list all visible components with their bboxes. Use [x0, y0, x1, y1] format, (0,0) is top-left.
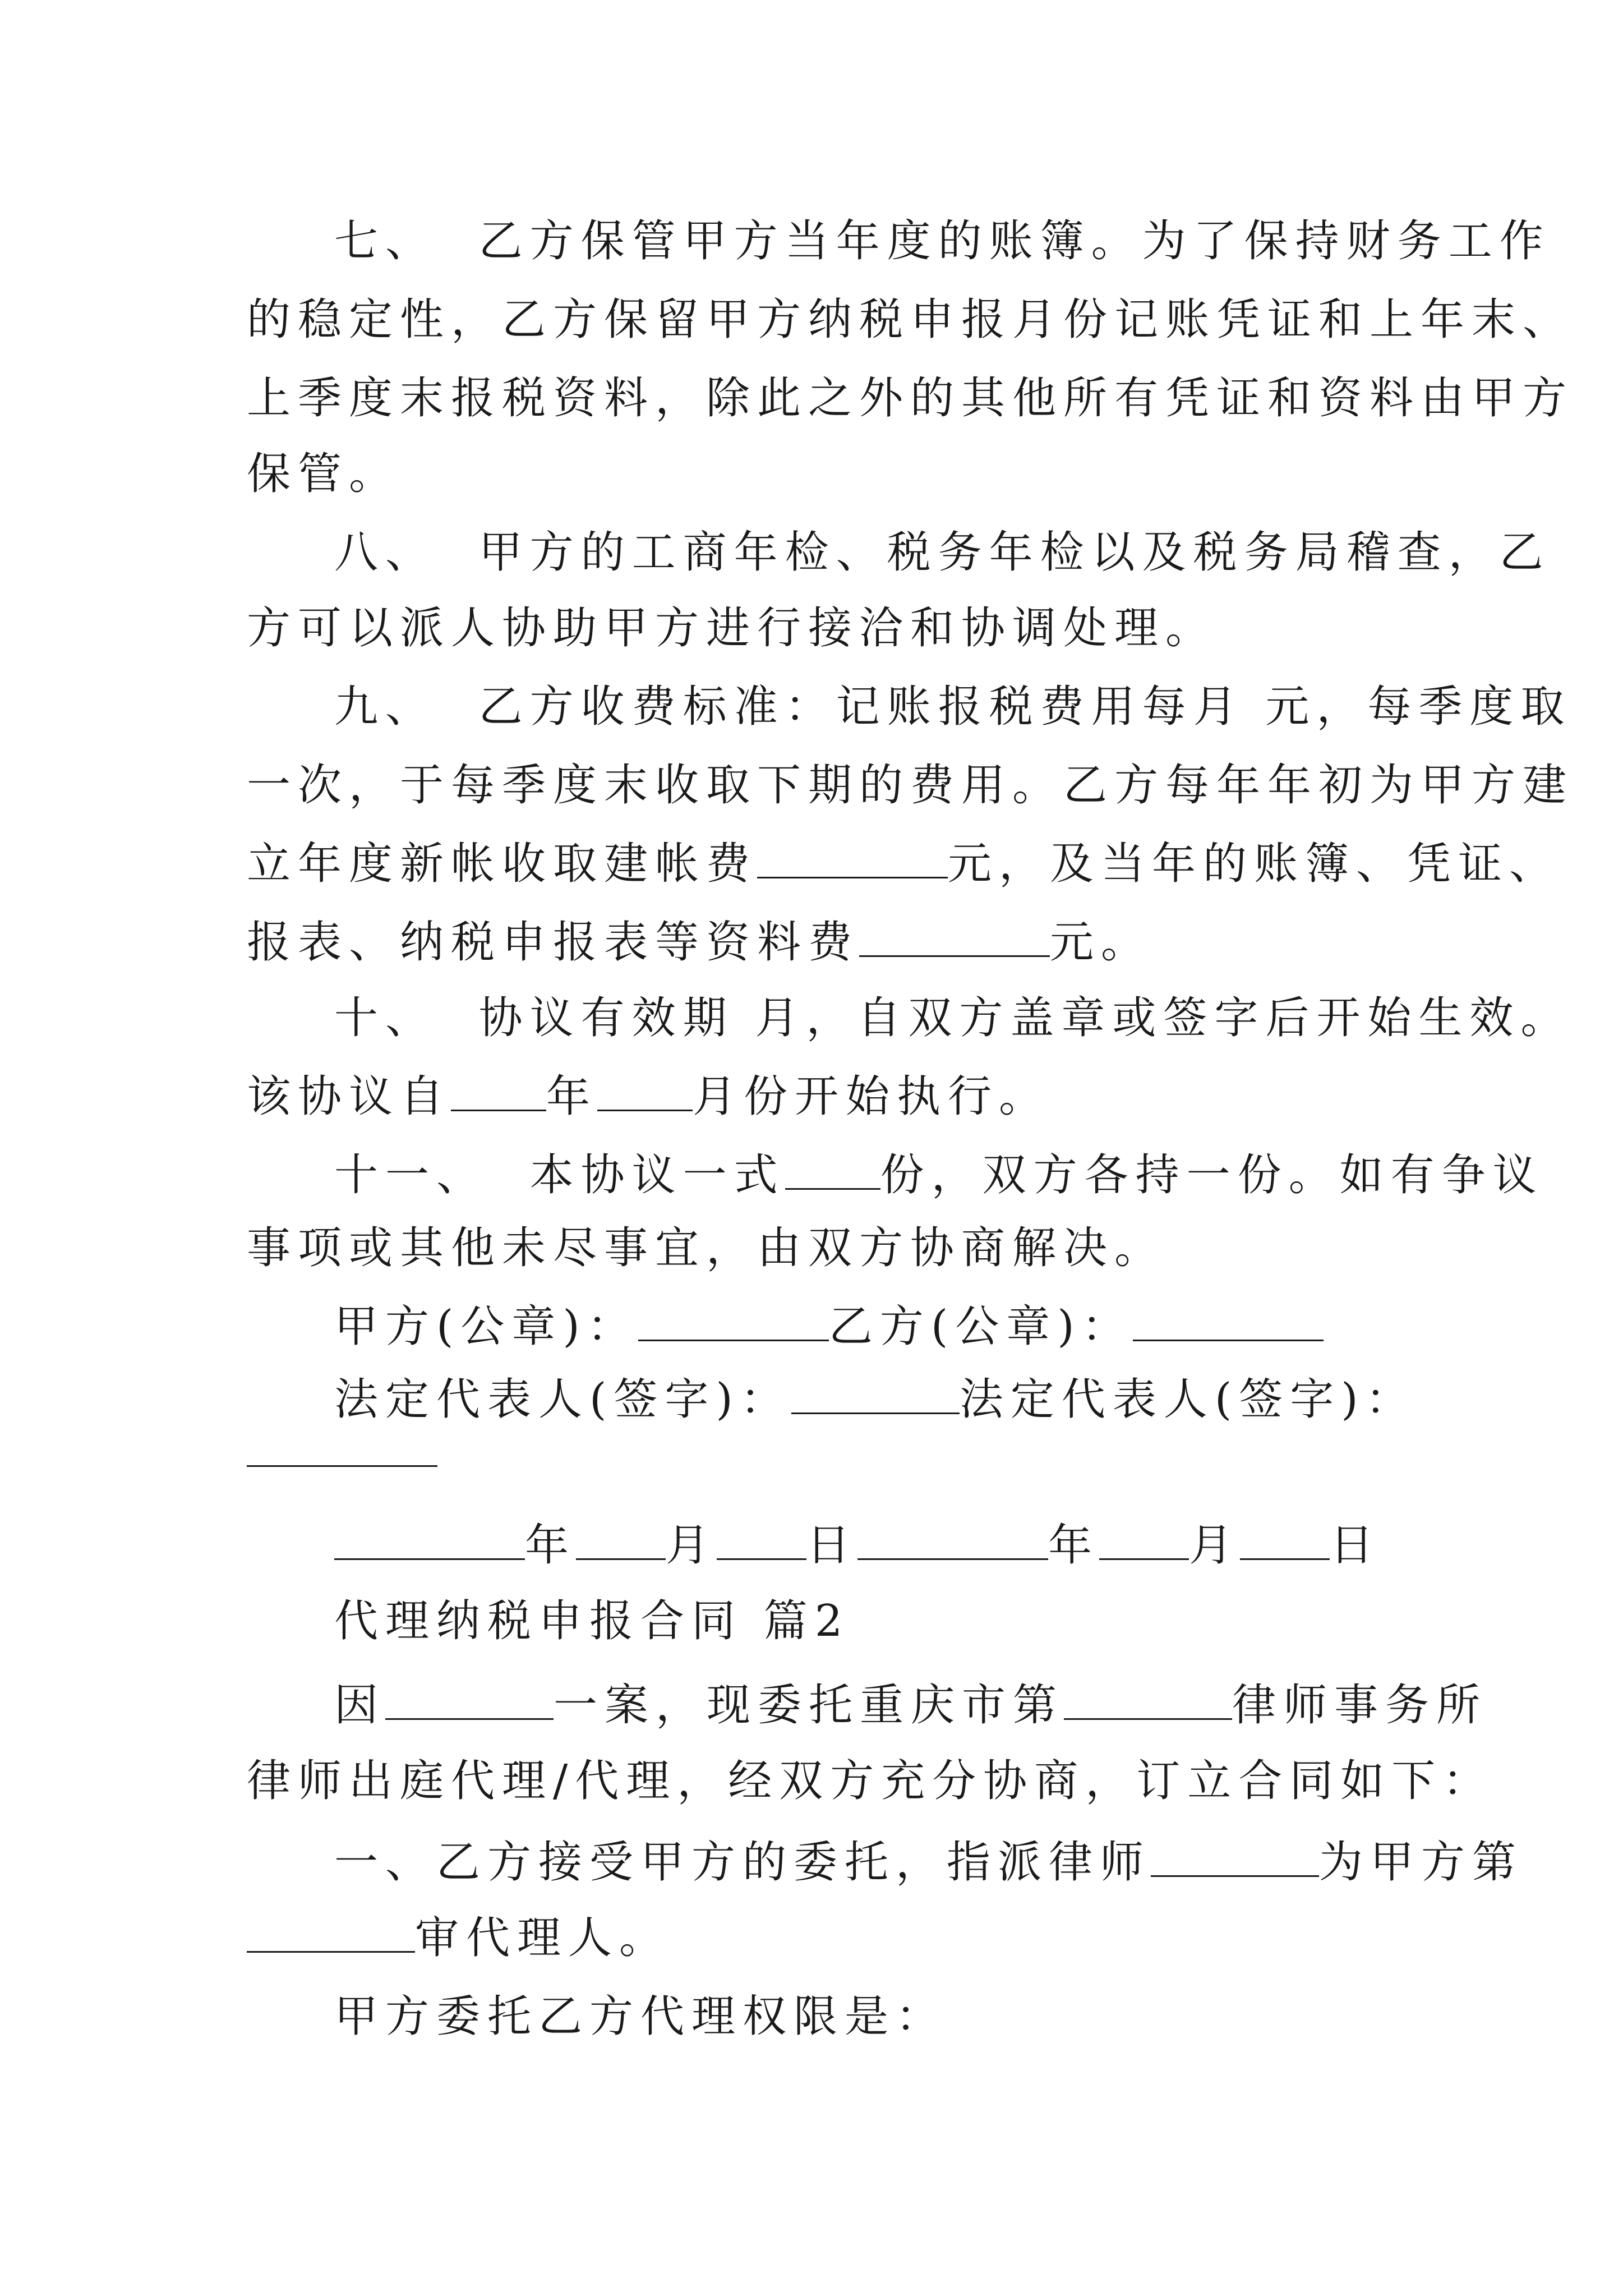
clause-9-line-4-text-b: 元。	[1050, 917, 1152, 968]
seal-line	[334, 1296, 1391, 1352]
clause-9-line-3-text-a: 立年度新帐收取建帐费	[247, 839, 758, 889]
clause-9-line-4	[247, 912, 1391, 968]
clause-10-line-2-text-c: 月份开始执行。	[693, 1071, 1050, 1122]
section-2-item-1-line-2	[247, 1907, 1391, 1963]
clause-11-line-1-text-b: 份，双方各持一份。如有争议	[880, 1150, 1544, 1200]
law-firm-number-blank[interactable]	[1064, 1674, 1232, 1720]
section-2-heading: 代理纳税申报合同 篇2	[334, 1596, 850, 1646]
rep-b-blank[interactable]	[247, 1465, 437, 1467]
section-2-item1-text-b: 为甲方第	[1319, 1837, 1524, 1888]
section-2-p1-text-c: 律师事务所	[1232, 1680, 1488, 1731]
clause-11-line-1	[334, 1144, 1544, 1200]
clause-10-line-2	[247, 1066, 1391, 1122]
section-2-item1-text-c: 审代理人。	[415, 1913, 671, 1963]
date-a-day-blank[interactable]	[717, 1515, 806, 1560]
date-b-day-label: 日	[1330, 1520, 1381, 1571]
section-2-item1-text-a: 一、乙方接受甲方的委托，指派律师	[334, 1837, 1151, 1888]
clause-7-line-1: 七、 乙方保管甲方当年度的账簿。为了保持财务工作	[334, 216, 1551, 266]
section-2-para-1-line-1	[334, 1674, 1488, 1731]
lawyer-name-blank[interactable]	[1151, 1832, 1319, 1877]
date-a-year-label: 年	[525, 1520, 577, 1571]
representative-line	[334, 1369, 1417, 1425]
clause-9-line-3	[247, 833, 1561, 889]
rep-b-label: 法定代表人(签字)：	[959, 1374, 1417, 1425]
date-a-month-blank[interactable]	[576, 1515, 666, 1560]
party-a-seal-label: 甲方(公章)：	[334, 1301, 638, 1352]
clause-10-line-2-text-a: 该协议自	[247, 1071, 451, 1122]
rep-a-label: 法定代表人(签字)：	[334, 1374, 791, 1425]
start-year-blank[interactable]	[451, 1066, 546, 1111]
date-line	[334, 1515, 1391, 1571]
date-b-year-blank[interactable]	[857, 1515, 1048, 1560]
start-month-blank[interactable]	[597, 1066, 693, 1111]
section-2-para-1-line-2: 律师出庭代理/代理，经双方充分协商，订立合同如下：	[247, 1756, 1494, 1806]
clause-8-line-2: 方可以派人协助甲方进行接洽和协调处理。	[247, 603, 1217, 654]
section-2-p1-text-b: 一案，现委托重庆市第	[554, 1680, 1064, 1731]
clause-8-line-1: 八、 甲方的工商年检、税务年检以及税务局稽查，乙	[334, 527, 1551, 578]
clause-7-line-2: 的稳定性，乙方保留甲方纳税申报月份记账凭证和上年末、	[247, 295, 1574, 345]
clause-7-line-4: 保管。	[247, 449, 400, 499]
rep-a-blank[interactable]	[791, 1369, 960, 1414]
clause-9-line-2: 一次，于每季度末收取下期的费用。乙方每年年初为甲方建	[247, 760, 1574, 811]
clause-11-line-2: 事项或其他未尽事宜，由双方协商解决。	[247, 1223, 1166, 1273]
date-b-month-label: 月	[1189, 1520, 1241, 1571]
clause-7-line-3: 上季度末报税资料，除此之外的其他所有凭证和资料由甲方	[247, 373, 1574, 424]
case-name-blank[interactable]	[385, 1674, 554, 1720]
setup-fee-blank[interactable]	[757, 833, 948, 878]
date-b-month-blank[interactable]	[1099, 1515, 1189, 1560]
clause-10-line-1: 十、 协议有效期 月，自双方盖章或签字后开始生效。	[334, 993, 1572, 1043]
date-a-month-label: 月	[666, 1520, 717, 1571]
trial-instance-blank[interactable]	[247, 1907, 415, 1953]
section-2-p1-text-a: 因	[334, 1680, 386, 1731]
party-b-seal-blank[interactable]	[1133, 1296, 1324, 1341]
materials-fee-blank[interactable]	[859, 912, 1050, 957]
date-b-day-blank[interactable]	[1240, 1515, 1330, 1560]
clause-9-line-3-text-b: 元，及当年的账簿、凭证、	[948, 839, 1561, 889]
party-a-seal-blank[interactable]	[638, 1296, 829, 1341]
date-a-day-label: 日	[806, 1520, 858, 1571]
section-2-item-1-line-1	[334, 1832, 1524, 1888]
date-b-year-label: 年	[1048, 1520, 1100, 1571]
authority-line: 甲方委托乙方代理权限是：	[334, 1991, 947, 2042]
clause-10-line-2-text-b: 年	[546, 1071, 598, 1122]
clause-9-line-4-text-a: 报表、纳税申报表等资料费	[247, 917, 860, 968]
copies-blank[interactable]	[785, 1144, 880, 1190]
clause-9-line-1: 九、 乙方收费标准：记账报税费用每月 元，每季度取	[334, 682, 1572, 732]
party-b-seal-label: 乙方(公章)：	[828, 1301, 1133, 1352]
date-a-year-blank[interactable]	[334, 1515, 525, 1560]
clause-11-line-1-text-a: 十一、 本协议一式	[334, 1150, 785, 1200]
